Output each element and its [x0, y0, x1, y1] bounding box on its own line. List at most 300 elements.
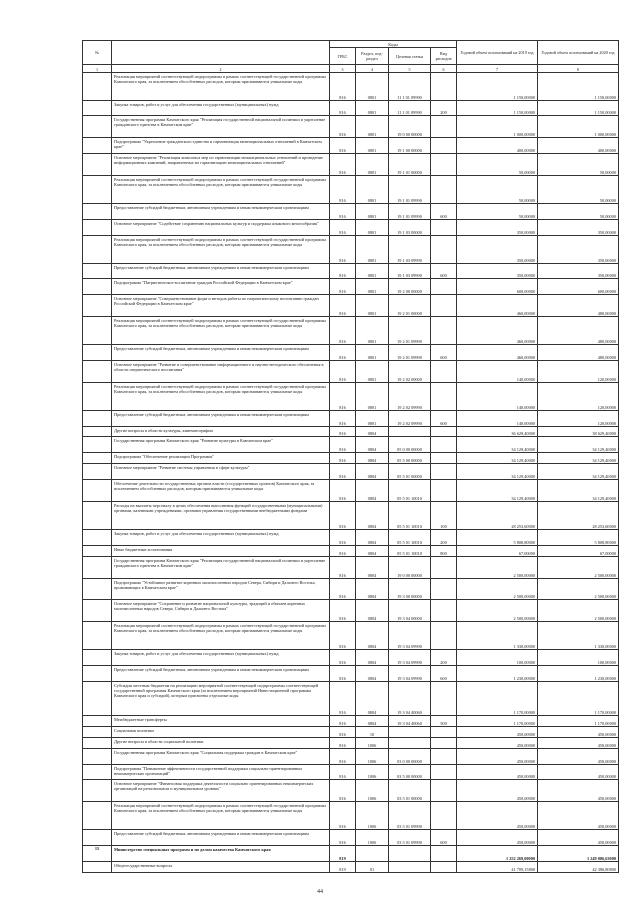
table-row [83, 830, 619, 846]
header-number: № [83, 41, 112, 65]
row-value-2020: 100,00000 [538, 650, 619, 666]
row-name: Субсидии местным бюджетам на реализацию мероприятий соответствующей подпрограммы соответствующей государственной программы Камчатского края (за исключением мероприятий Инвестиционной программы Камчатского края и субсидий), которым присвоены отдельные коды [112, 681, 330, 715]
row-vr [431, 116, 457, 138]
row-number [83, 480, 112, 502]
header-2020: Годовой объем ассигнований на 2020 год [538, 41, 619, 65]
row-value-2020: 34 129,40000 [538, 480, 619, 502]
row-grbs: 816 [330, 715, 356, 726]
row-vr [431, 846, 457, 862]
row-razdel: 0801 [356, 235, 389, 263]
row-razdel: 0801 [356, 360, 389, 382]
table-row [83, 715, 619, 726]
row-vr [431, 464, 457, 480]
row-vr [431, 219, 457, 235]
row-name: Предоставление субсидий бюджетным, автономным учреждениям и иным некоммерческим организациям [112, 203, 330, 219]
row-grbs: 816 [330, 317, 356, 345]
row-name: Основное мероприятие "Содействие сохранению национальных культур и поддержка языкового многообразия" [112, 219, 330, 235]
row-grbs: 816 [330, 600, 356, 622]
row-csr: 19 3 04 09990 [389, 666, 431, 682]
row-value-2019: 450,00000 [457, 780, 538, 802]
row-grbs: 816 [330, 263, 356, 279]
row-razdel: 0801 [356, 382, 389, 410]
row-csr: 19 2 00 00000 [389, 279, 431, 295]
table-row [83, 175, 619, 203]
row-value-2019: 50,00000 [457, 175, 538, 203]
header-grbs: ГРБС [330, 48, 356, 65]
row-razdel: 0801 [356, 295, 389, 317]
row-csr: 19 1 03 09990 [389, 263, 431, 279]
row-vr [431, 295, 457, 317]
row-value-2019: 400,00000 [457, 138, 538, 154]
row-name: Предоставление субсидий бюджетным, автономным учреждениям и иным некоммерческим организациям [112, 830, 330, 846]
row-name: Реализация мероприятий соответствующей подпрограммы в рамках соответствующей государственной программы Камчатского края, за исключением обособленных расходов, которым присваиваются уникальные коды [112, 317, 330, 345]
row-value-2020: 350,00000 [538, 219, 619, 235]
row-value-2019: 600,00000 [457, 279, 538, 295]
row-grbs: 816 [330, 175, 356, 203]
row-number [83, 235, 112, 263]
table-row [83, 203, 619, 219]
row-number [83, 666, 112, 682]
row-csr: 03 0 00 00000 [389, 748, 431, 764]
row-number [83, 529, 112, 545]
table-row [83, 545, 619, 556]
index-cell: 4 [356, 65, 389, 72]
row-vr [431, 480, 457, 502]
row-csr: 19 2 02 09990 [389, 382, 431, 410]
row-number [83, 681, 112, 715]
row-value-2020: 480,00000 [538, 345, 619, 361]
row-value-2019: 1 330,00000 [457, 622, 538, 650]
row-grbs: 816 [330, 480, 356, 502]
row-name: Основное мероприятие "Совершенствование форм и методов работы по патриотическому воспитанию граждан Российской Федерации в Камчатском крае" [112, 295, 330, 317]
row-vr: 800 [431, 545, 457, 556]
row-csr: 19 2 01 00000 [389, 295, 431, 317]
row-value-2020: 1 150,00000 [538, 100, 619, 116]
row-razdel: 0801 [356, 100, 389, 116]
row-value-2020: 120,00000 [538, 360, 619, 382]
row-razdel: 0801 [356, 410, 389, 426]
row-razdel: 0804 [356, 600, 389, 622]
row-vr [431, 556, 457, 578]
row-number [83, 737, 112, 748]
row-vr [431, 235, 457, 263]
row-value-2019: 450,00000 [457, 830, 538, 846]
row-value-2020: 120,00000 [538, 410, 619, 426]
header-vr: Вид расходов [431, 48, 457, 65]
row-value-2019: 2 500,00000 [457, 578, 538, 600]
row-vr: 600 [431, 203, 457, 219]
row-vr [431, 138, 457, 154]
table-row [83, 345, 619, 361]
row-value-2019: 140,00000 [457, 360, 538, 382]
row-value-2020: 450,00000 [538, 748, 619, 764]
table-row [83, 464, 619, 480]
row-vr [431, 426, 457, 437]
table-row [83, 726, 619, 737]
row-grbs: 816 [330, 666, 356, 682]
row-number [83, 360, 112, 382]
table-row [83, 317, 619, 345]
index-cell: 8 [538, 65, 619, 72]
row-grbs: 816 [330, 295, 356, 317]
row-razdel: 0804 [356, 715, 389, 726]
row-grbs: 816 [330, 529, 356, 545]
row-vr: 500 [431, 715, 457, 726]
row-grbs: 816 [330, 360, 356, 382]
row-value-2019: 1 000,00000 [457, 116, 538, 138]
row-name: Государственная программа Камчатского края "Реализация государственной национальной политики и укрепление гражданского единства в Камчатском крае" [112, 116, 330, 138]
row-razdel: 0804 [356, 556, 389, 578]
row-csr [389, 737, 431, 748]
row-razdel: 1006 [356, 737, 389, 748]
table-row [83, 556, 619, 578]
row-value-2020: 1 330,00000 [538, 622, 619, 650]
row-value-2019: 140,00000 [457, 382, 538, 410]
row-number [83, 650, 112, 666]
row-razdel: 0804 [356, 464, 389, 480]
row-vr [431, 578, 457, 600]
row-value-2020: 2 500,00000 [538, 600, 619, 622]
row-value-2019: 34 129,40000 [457, 437, 538, 453]
row-grbs: 816 [330, 650, 356, 666]
row-csr: 19 0 00 00000 [389, 556, 431, 578]
row-grbs: 816 [330, 830, 356, 846]
row-grbs: 816 [330, 453, 356, 464]
row-value-2019: 450,00000 [457, 726, 538, 737]
table-row [83, 295, 619, 317]
row-name: Реализация мероприятий соответствующей подпрограммы в рамках соответствующей государственной программы Камчатского края, за исключением обособленных расходов, которым присваиваются уникальные коды [112, 72, 330, 100]
row-vr [431, 175, 457, 203]
row-name: Предоставление субсидий бюджетным, автономным учреждениям и иным некоммерческим организациям [112, 263, 330, 279]
row-razdel: 01 [356, 861, 389, 872]
row-csr [389, 726, 431, 737]
row-csr: 19 1 01 00000 [389, 154, 431, 176]
row-number [83, 263, 112, 279]
row-number [83, 279, 112, 295]
row-csr: 19 2 01 09990 [389, 317, 431, 345]
row-razdel: 0801 [356, 263, 389, 279]
row-razdel: 1006 [356, 764, 389, 780]
row-razdel: 0801 [356, 317, 389, 345]
row-razdel: 0804 [356, 545, 389, 556]
row-number [83, 426, 112, 437]
row-number [83, 464, 112, 480]
table-row [83, 360, 619, 382]
table-row [83, 501, 619, 529]
row-csr: 19 3 04 09990 [389, 650, 431, 666]
row-value-2019: 450,00000 [457, 748, 538, 764]
row-number [83, 295, 112, 317]
row-name: Предоставление субсидий бюджетным, автономным учреждениям и иным некоммерческим организациям [112, 345, 330, 361]
row-csr [389, 861, 431, 872]
row-grbs: 816 [330, 737, 356, 748]
table-row [83, 578, 619, 600]
row-number [83, 556, 112, 578]
row-csr: 05 5 01 10010 [389, 480, 431, 502]
row-csr: 19 2 02 00000 [389, 360, 431, 382]
row-number [83, 437, 112, 453]
row-number [83, 175, 112, 203]
header-csr: Целевая статья [389, 48, 431, 65]
row-value-2019: 5 808,80000 [457, 529, 538, 545]
row-csr: 05 5 00 00000 [389, 453, 431, 464]
row-value-2020: 480,00000 [538, 295, 619, 317]
row-csr: 19 1 01 09990 [389, 203, 431, 219]
row-grbs: 816 [330, 780, 356, 802]
row-vr: 600 [431, 263, 457, 279]
row-razdel: 0801 [356, 138, 389, 154]
table-row [83, 666, 619, 682]
row-value-2020: 34 129,40000 [538, 464, 619, 480]
row-razdel: 0801 [356, 279, 389, 295]
row-value-2019: 460,00000 [457, 345, 538, 361]
row-csr: 19 1 03 00000 [389, 219, 431, 235]
row-grbs: 816 [330, 726, 356, 737]
row-grbs: 816 [330, 622, 356, 650]
row-grbs: 816 [330, 203, 356, 219]
row-name: Закупка товаров, работ и услуг для обеспечения государственных (муниципальных) нужд [112, 529, 330, 545]
row-value-2020: 450,00000 [538, 780, 619, 802]
row-grbs: 816 [330, 72, 356, 100]
row-value-2020: 67,00000 [538, 545, 619, 556]
row-name: Иные бюджетные ассигнования [112, 545, 330, 556]
header-2019: Годовой объем ассигнований на 2019 год [457, 41, 538, 65]
row-csr: 19 2 01 09990 [389, 345, 431, 361]
row-csr: 03 5 01 00000 [389, 780, 431, 802]
row-value-2019: 1 230,00000 [457, 666, 538, 682]
row-value-2019: 36 629,40000 [457, 426, 538, 437]
table-row [83, 154, 619, 176]
row-name: Расходы на выплаты персоналу в целях обеспечения выполнения функций государственными (муниципальными) органами, казенными учреждениями, органами управления государственными внебюджетными фондами [112, 501, 330, 529]
column-index-row [83, 65, 619, 72]
row-name: Основное мероприятие "Реализация комплекса мер по гармонизации межнациональных отношений и проведение информационных кампаний, направленных на гармонизацию межнациональных отношений" [112, 154, 330, 176]
row-grbs: 819 [330, 846, 356, 862]
table-row [83, 529, 619, 545]
row-value-2019: 1 150,00000 [457, 100, 538, 116]
row-number [83, 622, 112, 650]
table-row [83, 453, 619, 464]
row-grbs: 816 [330, 578, 356, 600]
row-number [83, 545, 112, 556]
row-vr: 200 [431, 650, 457, 666]
row-csr: 11 1 01 09990 [389, 72, 431, 100]
row-razdel: 1006 [356, 802, 389, 830]
page-number: 44 [317, 889, 323, 895]
row-vr: 100 [431, 501, 457, 529]
row-grbs: 816 [330, 154, 356, 176]
row-razdel: 0804 [356, 426, 389, 437]
row-vr [431, 737, 457, 748]
row-csr: 19 0 00 00000 [389, 116, 431, 138]
row-csr: 11 1 01 09990 [389, 100, 431, 116]
table-row [83, 100, 619, 116]
row-value-2019: 350,00000 [457, 235, 538, 263]
table-row [83, 737, 619, 748]
row-grbs: 816 [330, 138, 356, 154]
row-razdel: 0804 [356, 501, 389, 529]
row-name: Основное мероприятие "Развитие системы управления в сфере культуры" [112, 464, 330, 480]
row-number [83, 345, 112, 361]
row-value-2020: 1 170,00000 [538, 681, 619, 715]
row-grbs: 816 [330, 426, 356, 437]
row-vr [431, 681, 457, 715]
row-value-2020: 600,00000 [538, 279, 619, 295]
row-name: Реализация мероприятий соответствующей подпрограммы в рамках соответствующей государственной программы Камчатского края, за исключением обособленных расходов, которым присваиваются уникальные коды [112, 175, 330, 203]
row-csr [389, 846, 431, 862]
table-row [83, 437, 619, 453]
row-value-2020: 400,00000 [538, 138, 619, 154]
row-csr: 19 1 00 00000 [389, 138, 431, 154]
row-razdel: 0804 [356, 666, 389, 682]
row-csr: 03 5 01 09990 [389, 802, 431, 830]
row-value-2020: 450,00000 [538, 802, 619, 830]
row-csr [389, 426, 431, 437]
row-grbs: 816 [330, 235, 356, 263]
table-row [83, 410, 619, 426]
row-csr: 19 3 04 00000 [389, 600, 431, 622]
row-razdel: 0801 [356, 203, 389, 219]
row-value-2019: 34 129,40000 [457, 480, 538, 502]
row-value-2020: 2 500,00000 [538, 556, 619, 578]
row-value-2019: 28 253,60000 [457, 501, 538, 529]
table-row [83, 802, 619, 830]
row-csr: 05 5 01 10010 [389, 529, 431, 545]
row-vr: 600 [431, 345, 457, 361]
row-csr: 19 1 01 09990 [389, 175, 431, 203]
table-row [83, 426, 619, 437]
row-razdel: 0801 [356, 116, 389, 138]
index-cell: 5 [389, 65, 431, 72]
table-row [83, 650, 619, 666]
row-number [83, 203, 112, 219]
row-value-2020: 5 808,80000 [538, 529, 619, 545]
row-vr [431, 154, 457, 176]
row-value-2019: 34 129,40000 [457, 453, 538, 464]
row-razdel: 0804 [356, 622, 389, 650]
row-grbs: 819 [330, 861, 356, 872]
row-grbs: 816 [330, 279, 356, 295]
table-row [83, 764, 619, 780]
table-row [83, 748, 619, 764]
row-vr [431, 279, 457, 295]
row-grbs: 816 [330, 681, 356, 715]
row-grbs: 816 [330, 410, 356, 426]
row-grbs: 816 [330, 219, 356, 235]
table-row [83, 279, 619, 295]
row-value-2019: 41 709,15800 [457, 861, 538, 872]
row-name: Основное мероприятие "Сохранение и развитие национальной культуры, традиций и обычаев коренных малочисленных народов Севера, Сибири и Дальнего Востока" [112, 600, 330, 622]
row-number: 15 [83, 846, 112, 862]
row-name: Закупка товаров, работ и услуг для обеспечения государственных (муниципальных) нужд [112, 650, 330, 666]
row-value-2020: 1 230,00000 [538, 666, 619, 682]
row-name: Реализация мероприятий соответствующей подпрограммы в рамках соответствующей государственной программы Камчатского края, за исключением обособленных расходов, которым присваиваются уникальные коды [112, 235, 330, 263]
row-name: Подпрограмма "Устойчивое развитие коренных малочисленных народов Севера, Сибири и Дальнего Востока, проживающих в Камчатском крае" [112, 578, 330, 600]
row-vr [431, 453, 457, 464]
row-value-2020: 1 000,00000 [538, 116, 619, 138]
table-row [83, 138, 619, 154]
row-value-2019: 100,00000 [457, 650, 538, 666]
row-value-2020: 1 249 006,63000 [538, 846, 619, 862]
row-value-2020: 2 500,00000 [538, 578, 619, 600]
row-value-2019: 50,00000 [457, 203, 538, 219]
row-name: Подпрограмма "Патриотическое воспитание граждан Российской Федерации в Камчатском крае" [112, 279, 330, 295]
row-razdel: 0801 [356, 345, 389, 361]
row-number [83, 154, 112, 176]
row-value-2020: 450,00000 [538, 726, 619, 737]
row-grbs: 816 [330, 748, 356, 764]
row-name: Государственная программа Камчатского края "Развитие культуры в Камчатском крае" [112, 437, 330, 453]
row-csr: 03 5 01 09990 [389, 830, 431, 846]
row-name: Обеспечение деятельности государственных органов власти (государственных органов) Камчатского края, за исключением обособленных расходов, которым присваиваются уникальные коды [112, 480, 330, 502]
table-row [83, 72, 619, 100]
row-name: Закупка товаров, работ и услуг для обеспечения государственных (муниципальных) нужд [112, 100, 330, 116]
row-number [83, 382, 112, 410]
table-row [83, 861, 619, 872]
row-csr: 05 5 01 10010 [389, 501, 431, 529]
row-razdel: 0804 [356, 437, 389, 453]
index-cell: 3 [330, 65, 356, 72]
row-value-2020: 50,00000 [538, 175, 619, 203]
row-razdel: 0804 [356, 453, 389, 464]
row-value-2020: 50,00000 [538, 203, 619, 219]
row-value-2019: 450,00000 [457, 802, 538, 830]
row-vr: 200 [431, 100, 457, 116]
row-name: Государственная программа Камчатского края "Реализация государственной национальной политики и укрепление гражданского единства в Камчатском крае" [112, 556, 330, 578]
row-grbs: 816 [330, 116, 356, 138]
row-vr [431, 780, 457, 802]
row-grbs: 816 [330, 100, 356, 116]
row-vr: 200 [431, 529, 457, 545]
index-cell: 7 [457, 65, 538, 72]
row-value-2020: 450,00000 [538, 737, 619, 748]
row-name: Подпрограмма "Укрепление гражданского единства и гармонизация межнациональных отношений в Камчатском крае" [112, 138, 330, 154]
row-value-2019: 67,00000 [457, 545, 538, 556]
row-vr: 600 [431, 830, 457, 846]
row-name: Подпрограмма "Повышение эффективности государственной поддержки социально-ориентированных некоммерческих организаций" [112, 764, 330, 780]
row-name: Другие вопросы в области культуры, кинематографии [112, 426, 330, 437]
row-number [83, 138, 112, 154]
row-value-2020: 350,00000 [538, 263, 619, 279]
row-csr: 05 0 00 00000 [389, 437, 431, 453]
row-vr: 600 [431, 666, 457, 682]
row-number [83, 410, 112, 426]
header-codes: Коды [330, 41, 457, 48]
row-value-2019: 2 500,00000 [457, 556, 538, 578]
row-csr: 19 3 04 40060 [389, 681, 431, 715]
row-value-2019: 1 170,00000 [457, 715, 538, 726]
row-vr [431, 748, 457, 764]
row-vr [431, 317, 457, 345]
row-value-2019: 1 150,00000 [457, 72, 538, 100]
index-cell: 6 [431, 65, 457, 72]
row-grbs: 816 [330, 764, 356, 780]
row-value-2020: 42 386,80800 [538, 861, 619, 872]
row-number [83, 116, 112, 138]
row-grbs: 816 [330, 345, 356, 361]
row-value-2020: 450,00000 [538, 830, 619, 846]
row-number [83, 802, 112, 830]
row-number [83, 764, 112, 780]
row-razdel [356, 846, 389, 862]
row-vr [431, 72, 457, 100]
row-vr [431, 802, 457, 830]
row-vr [431, 382, 457, 410]
row-name: Реализация мероприятий соответствующей подпрограммы в рамках соответствующей государственной программы Камчатского края, за исключением обособленных расходов, которым присваиваются уникальные коды [112, 622, 330, 650]
row-value-2019: 1 170,00000 [457, 681, 538, 715]
row-name: Предоставление субсидий бюджетным, автономным учреждениям и иным некоммерческим организациям [112, 410, 330, 426]
row-value-2020: 34 129,40000 [538, 437, 619, 453]
row-value-2020: 28 253,60000 [538, 501, 619, 529]
